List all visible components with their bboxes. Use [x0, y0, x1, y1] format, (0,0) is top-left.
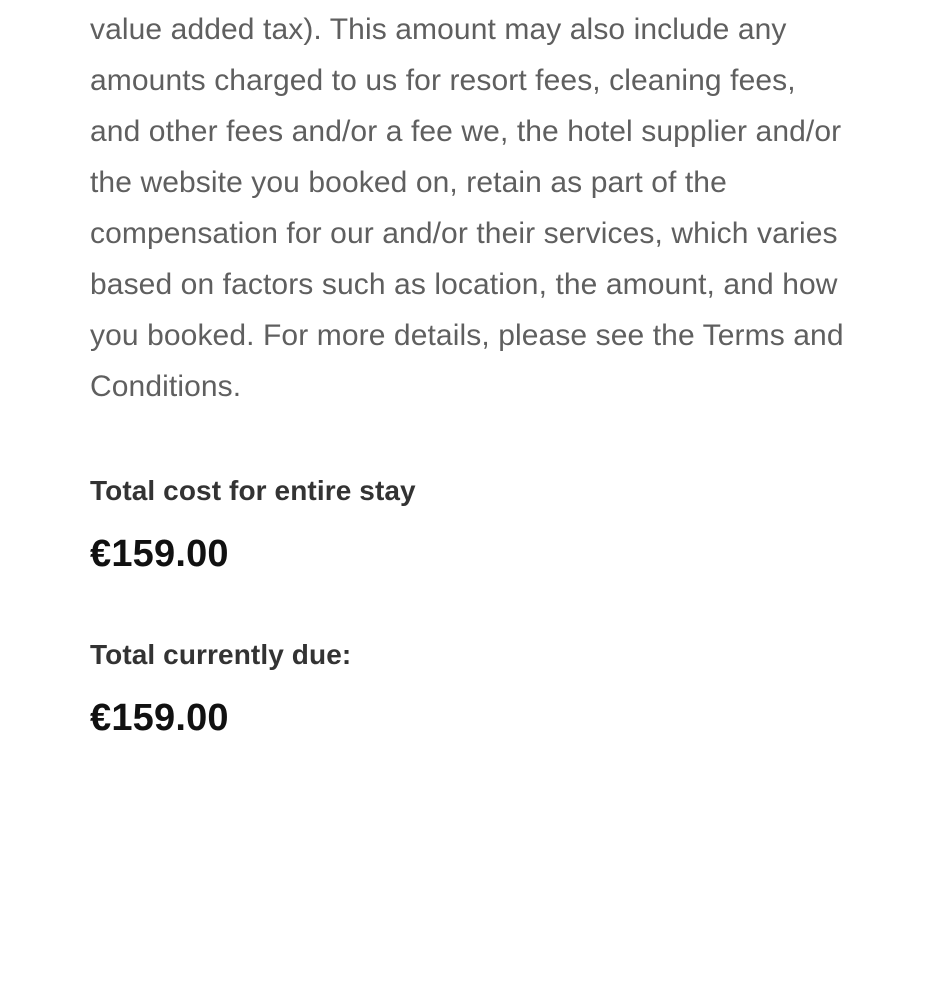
section-spacer-2 — [90, 576, 852, 638]
total-currently-due-amount: €159.00 — [90, 697, 229, 739]
total-cost-entire-stay-label: Total cost for entire stay — [90, 475, 416, 506]
total-currently-due-label: Total currently due: — [90, 639, 352, 670]
section-spacer — [90, 412, 852, 474]
total-cost-entire-stay-amount: €159.00 — [90, 533, 229, 575]
tax-and-fees-disclaimer: value added tax). This amount may also include any amounts charged to us for resort fees, cleaning fees, and other fees and/or a fee we, the hotel supplier and/or the website you booked on, retain as part of the compensation for our and/or their services, which varies based on factors such as location, the amount, and how you booked. For more details, please see the Terms and Conditions. — [90, 13, 844, 403]
viewport-clip — [0, 808, 942, 1008]
